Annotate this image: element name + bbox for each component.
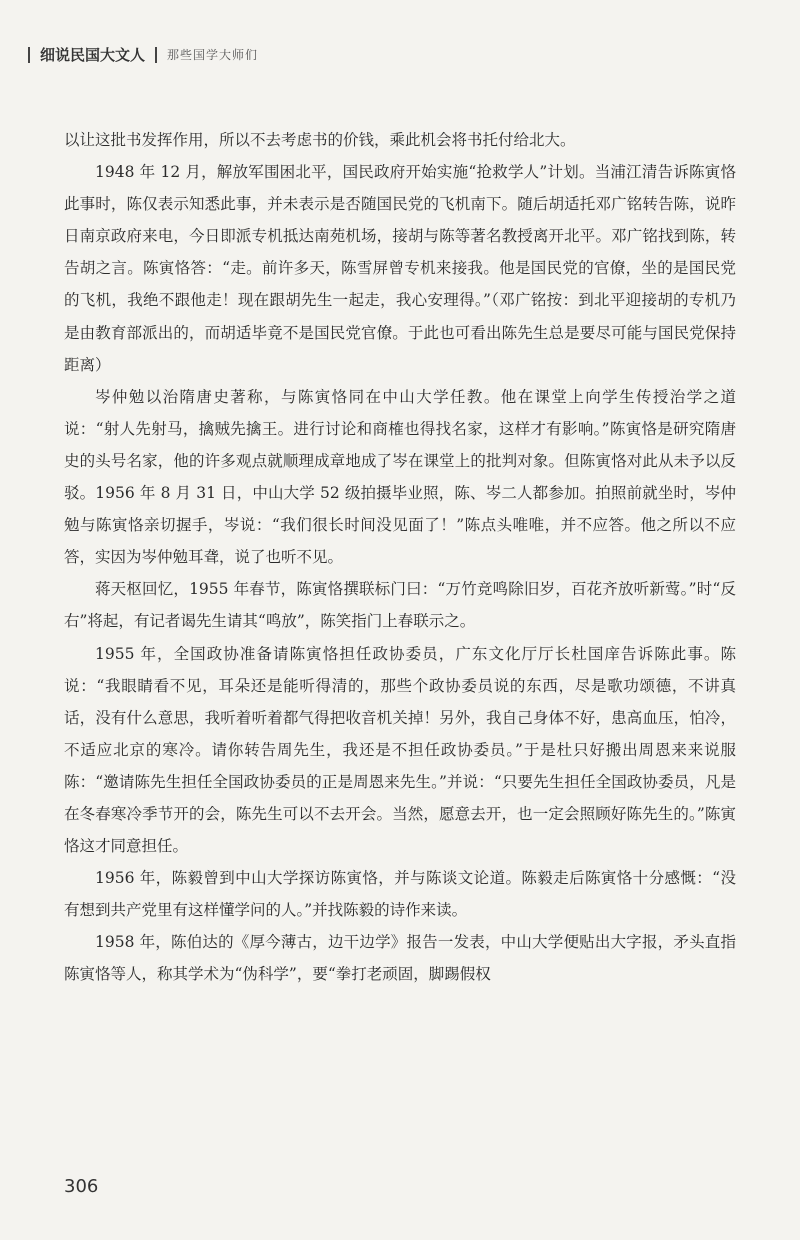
paragraph: 以让这批书发挥作用，所以不去考虑书的价钱，乘此机会将书托付给北大。: [64, 131, 576, 149]
page-number: 306: [64, 1176, 99, 1197]
running-header: [28, 44, 258, 65]
paragraph: 岑仲勉以治隋唐史著称，与陈寅恪同在中山大学任教。他在课堂上向学生传授治学之道说：“射人先射马，擒贼先擒王。进行讨论和商榷也得找名家，这样才有影响。”陈寅恪是研究隋唐史的头号名家，他的许多观点就顺理成章地成了岑在课堂上的批判对象。但陈寅恪对此从未予以反驳。1956 年 8 月 31 日，中山大学 52 级拍摄毕业照，陈、岑二人都参加。拍照前就坐时，岑仲勉与陈寅恪亲切握手，岑说：“我们很长时间没见面了！”陈点头唯唯，并不应答。他之所以不应答，实因为岑仲勉耳聋，说了也听不见。: [64, 387, 736, 567]
paragraph: 蒋天枢回忆，1955 年春节，陈寅恪撰联标门曰：“万竹竞鸣除旧岁，百花齐放听新莺。”时“反右”将起，有记者谒先生请其“鸣放”，陈笑指门上春联示之。: [64, 580, 736, 631]
header-divider: [155, 47, 157, 63]
header-divider: [28, 47, 30, 63]
paragraph: 1956 年，陈毅曾到中山大学探访陈寅恪，并与陈谈文论道。陈毅走后陈寅恪十分感慨：“没有想到共产党里有这样懂学问的人。”并找陈毅的诗作来读。: [64, 869, 736, 920]
section-title: 那些国学大师们: [167, 48, 259, 62]
book-title: 细说民国大文人: [40, 46, 146, 64]
paragraph: 1948 年 12 月，解放军围困北平，国民政府开始实施“抢救学人”计划。当浦江清告诉陈寅恪此事时，陈仅表示知悉此事，并未表示是否随国民党的飞机南下。随后胡适托邓广铭转告陈，说昨日南京政府来电，今日即派专机抵达南苑机场，接胡与陈等著名教授离开北平。邓广铭找到陈，转告胡之言。陈寅恪答：“走。前许多天，陈雪屏曾专机来接我。他是国民党的官僚，坐的是国民党的飞机，我绝不跟他走！现在跟胡先生一起走，我心安理得。”（邓广铭按：到北平迎接胡的专机乃是由教育部派出的，而胡适毕竟不是国民党官僚。于此也可看出陈先生总是要尽可能与国民党保持距离）: [64, 163, 736, 374]
paragraph: 1958 年，陈伯达的《厚今薄古，边干边学》报告一发表，中山大学便贴出大字报，矛头直指陈寅恪等人，称其学术为“伪科学”，要“拳打老顽固，脚踢假权: [64, 933, 736, 984]
body-text: [64, 124, 736, 991]
paragraph: 1955 年，全国政协准备请陈寅恪担任政协委员，广东文化厅厅长杜国庠告诉陈此事。陈说：“我眼睛看不见，耳朵还是能听得清的，那些个政协委员说的东西，尽是歌功颂德，不讲真话，没有什么意思，我听着听着都气得把收音机关掉！另外，我自己身体不好，患高血压，怕冷，不适应北京的寒冷。请你转告周先生，我还是不担任政协委员。”于是杜只好搬出周恩来来说服陈：“邀请陈先生担任全国政协委员的正是周恩来先生。”并说：“只要先生担任全国政协委员，凡是在冬春寒冷季节开的会，陈先生可以不去开会。当然，愿意去开，也一定会照顾好陈先生的。”陈寅恪这才同意担任。: [64, 644, 736, 856]
